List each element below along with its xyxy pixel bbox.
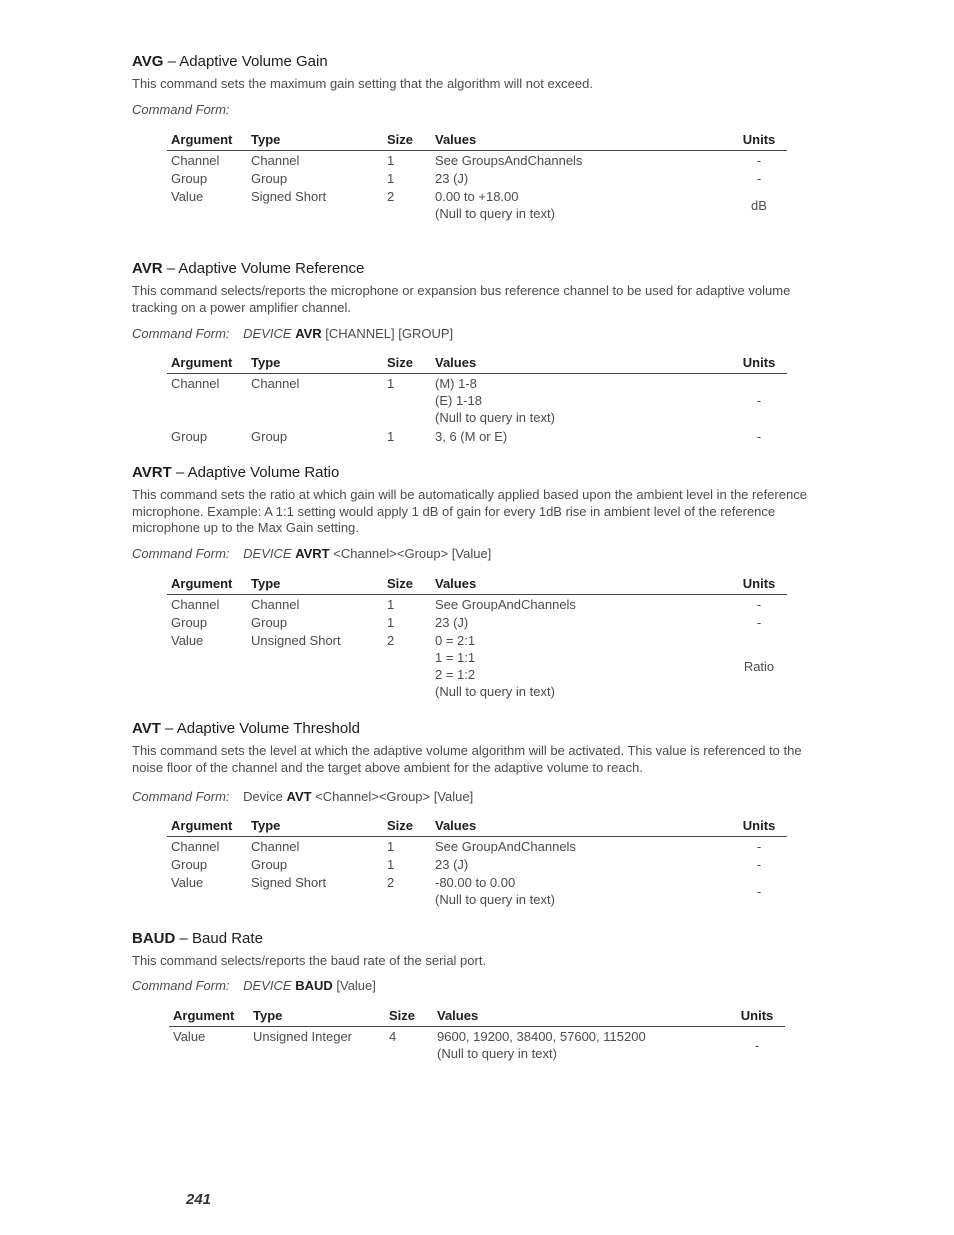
cell-type: Channel <box>251 839 300 854</box>
table-row <box>167 151 787 170</box>
table-row <box>167 169 787 187</box>
value-line: 0.00 to +18.00 <box>435 189 519 204</box>
cell-values: See GroupAndChannels <box>435 839 576 854</box>
cell-size: 2 <box>387 189 395 204</box>
col-header-argument: Argument <box>169 1007 249 1027</box>
command-form-code: AVRT <box>295 546 330 561</box>
value-line: -80.00 to 0.00 <box>435 875 516 890</box>
page-number: 241 <box>186 1191 212 1208</box>
cell-size: 1 <box>387 429 395 444</box>
cell-type: Channel <box>251 597 300 612</box>
cell-type: Group <box>251 171 288 186</box>
col-header-values: Values <box>431 817 731 837</box>
section-heading <box>132 464 822 482</box>
command-form-label: Command Form: <box>132 326 230 341</box>
command-form-code: AVT <box>286 789 312 804</box>
cell-argument: Group <box>171 171 208 186</box>
command-form-label: Command Form: <box>132 978 230 993</box>
col-header-size: Size <box>383 817 431 837</box>
section-heading <box>132 930 822 948</box>
section-heading <box>132 720 822 738</box>
col-header-values: Values <box>433 1007 729 1027</box>
cell-argument: Value <box>171 633 204 648</box>
col-header-units: Units <box>731 131 787 151</box>
cell-argument: Group <box>171 615 208 630</box>
col-header-values: Values <box>431 575 731 595</box>
col-header-units: Units <box>731 575 787 595</box>
argument-table-avt <box>167 817 787 908</box>
col-header-argument: Argument <box>167 354 247 374</box>
section-heading <box>132 260 822 278</box>
cell-values: 23 (J) <box>435 615 469 630</box>
cell-size: 1 <box>387 153 395 168</box>
table-row <box>167 873 787 908</box>
value-line: (Null to query in text) <box>435 892 555 907</box>
cell-values <box>431 374 731 427</box>
argument-table-avg <box>167 131 787 222</box>
command-form <box>132 789 822 805</box>
cell-type: Group <box>251 429 288 444</box>
cell-units: - <box>756 429 762 444</box>
col-header-units: Units <box>731 354 787 374</box>
cell-units: - <box>756 171 762 186</box>
command-form-code: BAUD <box>295 978 333 993</box>
value-line: 9600, 19200, 38400, 57600, 115200 <box>437 1029 646 1044</box>
cell-units: - <box>756 883 762 899</box>
command-form-device: DEVICE <box>243 978 292 993</box>
table-header-row <box>167 575 787 595</box>
col-header-size: Size <box>383 575 431 595</box>
cell-argument: Value <box>171 875 204 890</box>
cell-values <box>431 631 731 700</box>
cell-argument: Group <box>171 429 208 444</box>
col-header-argument: Argument <box>167 131 247 151</box>
section-avrt <box>132 464 822 537</box>
table-row <box>167 595 787 614</box>
cell-argument: Channel <box>171 376 220 391</box>
section-baud <box>132 930 822 970</box>
command-form-args: [CHANNEL] [GROUP] <box>325 326 454 341</box>
col-header-size: Size <box>385 1007 433 1027</box>
value-line: (Null to query in text) <box>435 206 555 221</box>
command-title: – Adaptive Volume Gain <box>163 53 328 70</box>
table-header-row <box>167 817 787 837</box>
cell-argument: Value <box>171 189 204 204</box>
cell-type: Unsigned Integer <box>253 1029 353 1044</box>
cell-units: - <box>756 615 762 630</box>
col-header-size: Size <box>383 131 431 151</box>
cell-size: 1 <box>387 597 395 612</box>
cell-type: Signed Short <box>251 189 327 204</box>
col-header-units: Units <box>729 1007 785 1027</box>
command-code: AVG <box>132 53 164 70</box>
cell-size: 1 <box>387 839 395 854</box>
command-title: – Adaptive Volume Ratio <box>171 464 340 481</box>
cell-values: 23 (J) <box>435 857 469 872</box>
section-description: This command sets the maximum gain setting that the algorithm will not exceed. <box>132 76 593 91</box>
command-title: – Baud Rate <box>175 930 263 947</box>
cell-size: 1 <box>387 857 395 872</box>
cell-values: See GroupAndChannels <box>435 597 576 612</box>
cell-size: 1 <box>387 376 395 391</box>
value-line: (Null to query in text) <box>437 1046 557 1061</box>
argument-table-avrt <box>167 575 787 700</box>
section-avg <box>132 53 822 93</box>
command-form-device: DEVICE <box>243 546 292 561</box>
col-header-type: Type <box>247 354 383 374</box>
command-code: AVR <box>132 260 163 277</box>
command-title: – Adaptive Volume Reference <box>162 260 365 277</box>
command-form-label: Command Form: <box>132 789 230 804</box>
cell-units: - <box>756 857 762 872</box>
table-row <box>167 374 787 427</box>
cell-size: 2 <box>387 633 395 648</box>
value-line: (Null to query in text) <box>435 684 555 699</box>
cell-values: 3, 6 (M or E) <box>435 429 508 444</box>
cell-type: Channel <box>251 153 300 168</box>
col-header-values: Values <box>431 131 731 151</box>
section-heading <box>132 53 822 71</box>
cell-argument: Channel <box>171 597 220 612</box>
command-form-device: Device <box>243 789 283 804</box>
table-header-row <box>169 1007 785 1027</box>
cell-units: - <box>756 393 762 408</box>
table-row <box>169 1027 785 1063</box>
argument-table-baud <box>169 1007 785 1062</box>
cell-type: Signed Short <box>251 875 327 890</box>
command-form <box>132 326 822 342</box>
value-line: 2 = 1:2 <box>435 667 476 682</box>
col-header-argument: Argument <box>167 575 247 595</box>
table-row <box>167 855 787 873</box>
cell-argument: Group <box>171 857 208 872</box>
col-header-argument: Argument <box>167 817 247 837</box>
value-line: (M) 1-8 <box>435 376 477 391</box>
col-header-size: Size <box>383 354 431 374</box>
cell-values <box>431 873 731 908</box>
argument-table-avr <box>167 354 787 445</box>
table-row <box>167 631 787 700</box>
cell-units: - <box>756 597 762 612</box>
cell-values <box>431 187 731 222</box>
command-form <box>132 546 822 562</box>
command-form <box>132 978 822 994</box>
value-line: 0 = 2:1 <box>435 633 476 648</box>
section-avr <box>132 260 822 316</box>
section-avt <box>132 720 822 776</box>
cell-type: Channel <box>251 376 300 391</box>
table-header-row <box>167 131 787 151</box>
command-code: BAUD <box>132 930 176 947</box>
cell-type: Group <box>251 615 288 630</box>
cell-units: Ratio <box>743 658 775 674</box>
section-description: This command sets the level at which the adaptive volume algorithm will be activated. This value is referenced to the noise floor of the channel and the target above ambient for the adaptive volume to reach. <box>132 743 802 775</box>
section-description: This command selects/reports the baud rate of the serial port. <box>132 953 487 968</box>
command-form-args: [Value] <box>336 978 376 993</box>
cell-units: - <box>756 153 762 168</box>
cell-size: 1 <box>387 171 395 186</box>
col-header-units: Units <box>731 817 787 837</box>
command-form-args: <Channel><Group> [Value] <box>333 546 492 561</box>
cell-type: Group <box>251 857 288 872</box>
cell-values: See GroupsAndChannels <box>435 153 583 168</box>
cell-units: - <box>756 839 762 854</box>
col-header-values: Values <box>431 354 731 374</box>
command-form-code: AVR <box>295 326 322 341</box>
col-header-type: Type <box>247 817 383 837</box>
command-code: AVRT <box>132 464 172 481</box>
cell-argument: Value <box>173 1029 206 1044</box>
table-row <box>167 426 787 445</box>
cell-values: 23 (J) <box>435 171 469 186</box>
cell-size: 2 <box>387 875 395 890</box>
table-row <box>167 837 787 856</box>
cell-units: dB <box>751 197 767 213</box>
command-form-device: DEVICE <box>243 326 292 341</box>
command-form-label: Command Form: <box>132 102 230 117</box>
cell-units: - <box>754 1037 760 1053</box>
cell-type: Unsigned Short <box>251 633 341 648</box>
section-description: This command sets the ratio at which gain will be automatically applied based upon the ambient level in the reference microphone. Example: A 1:1 setting would apply 1 dB of gain for every 1dB rise in ambient level of the reference microphone up to the Max Gain setting. <box>132 487 807 536</box>
command-form-args: <Channel><Group> [Value] <box>315 789 474 804</box>
col-header-type: Type <box>247 575 383 595</box>
col-header-type: Type <box>247 131 383 151</box>
table-row <box>167 187 787 222</box>
cell-argument: Channel <box>171 839 220 854</box>
command-form <box>132 102 822 118</box>
value-line: (Null to query in text) <box>435 410 555 425</box>
command-title: – Adaptive Volume Threshold <box>160 720 360 737</box>
cell-size: 4 <box>389 1029 397 1044</box>
command-form-label: Command Form: <box>132 546 230 561</box>
cell-argument: Channel <box>171 153 220 168</box>
table-header-row <box>167 354 787 374</box>
cell-values <box>433 1027 729 1063</box>
cell-size: 1 <box>387 615 395 630</box>
value-line: (E) 1-18 <box>435 393 482 408</box>
col-header-type: Type <box>249 1007 385 1027</box>
section-description: This command selects/reports the microphone or expansion bus reference channel to be used for adaptive volume tracking on a power amplifier channel. <box>132 283 791 315</box>
value-line: 1 = 1:1 <box>435 650 476 665</box>
command-code: AVT <box>132 720 161 737</box>
table-row <box>167 613 787 631</box>
